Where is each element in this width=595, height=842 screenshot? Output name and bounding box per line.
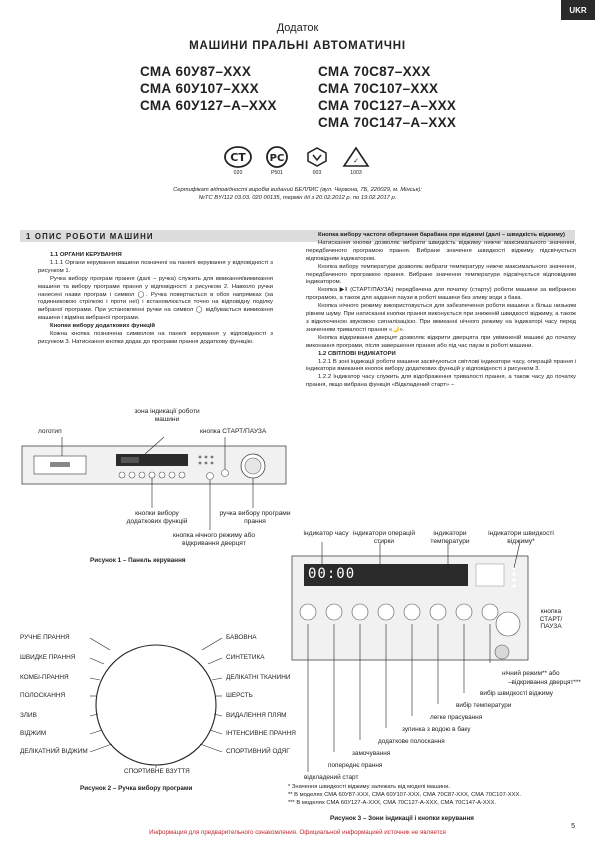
program-label: ЗЛИВ [20,712,37,719]
figure-1 [20,380,291,560]
label-start-pause: кнопка СТАРТ/ ПАУЗА [539,608,563,630]
figure-1-caption: Рисунок 1 – Панель керування [90,557,186,564]
note: *** В моделях СМА 60У127-А-XXX, СМА 70С127-А-XXX, СМА 70С147-А-XXX. [288,799,497,806]
paragraph: 1.1.1 Органи керування машини позначені на панелі керування у відповідності з рисунком 1. [38,259,273,274]
label-time-indicator: індикатор часу [303,530,349,537]
label-program-knob: ручка вибору програми прання [219,510,291,525]
label-soak: замочування [352,750,391,757]
subsection-heading: Кнопки вибору додаткових функцій [50,323,155,330]
label-indication-zone: зона індикації роботи машини [134,408,200,423]
label-night-mode: кнопка нічного режиму або відкривання дверцят [172,532,256,547]
label-additional-buttons: кнопки вибору додаткових функцій [126,510,188,525]
program-label: ПОЛОСКАННЯ [20,692,66,699]
paragraph: Кнопка нічного режиму використовується для забезпечення роботи машини з більш низьким рівнем шуму. При натисканні кнопки прання виконується при зниженій швидкості віджиму, а також з відключеною звуковою сигналізацією. При вмиканні нічного режиму на індикаторі часу перед значенням тривалості прання «🌙». [306,303,576,333]
paragraph: 1.2.2 Індикатор часу служить для відображення тривалості прання, а також часу до початку прання, якщо вибрана функція «Відкладений старт» – [306,374,576,389]
program-label: СПОРТИВНИЙ ОДЯГ [226,748,290,755]
cert-text [0,187,595,203]
label-start-pause: кнопка СТАРТ/ПАУЗА [200,428,267,435]
cert-code: 003 [312,170,322,176]
label-operation-indicators: індикатори операцій стирки [352,530,416,545]
program-label: СИНТЕТИКА [226,654,265,661]
label-spin-select: вибір швидкості віджиму [480,690,553,697]
models-left [140,63,277,114]
program-knob-drawing [20,620,292,780]
cert-mark-triangle-icon [342,146,370,173]
figure-2 [20,620,296,780]
cert-mark-st-icon [224,146,252,173]
figure-3-notes [288,784,578,807]
model-name: СМА 60У127–А–XXX [140,98,277,113]
model-name: СМА 70С87–XXX [318,64,431,79]
paragraph: Кнопка ▶‖ (СТАРТ/ПАУЗА) передбачена для початку (старту) роботи машини за вибраною програмою, а також для задання паузи в роботі машини без зливу води з бака. [306,287,576,302]
paragraph: 1.2.1 В зоні індикації роботи машини засвічуються світлові індикатори часу, операцій прання і індикатори вмикання кнопок вибору додаткових функцій у відповідності з рисунком 3. [306,358,576,373]
model-name: СМА 70С127–А–XXX [318,98,457,113]
program-label: ДЕЛІКАТНИЙ ВІДЖИМ [20,748,88,755]
page-number: 5 [571,823,575,830]
svg-text:✓: ✓ [353,157,359,165]
label-rinse-hold: зупинка з водою в баку [402,726,471,733]
note: ** В моделях СМА 60У87-XXX, СМА 60У107-XXX, СМА 70С87-XXX, СМА 70С107-XXX. [288,791,521,798]
cert-mark-ua-icon [304,146,330,173]
program-label: БАВОВНА [226,634,257,641]
label-temperature-select: вибір температури [456,702,512,709]
paragraph: Кнопка вибору температури дозволяє вибрати температуру нижче максимального значення, передбаченого програмою прання. Вибране значення температури підсвічується відповідним індикатором. [306,263,576,286]
cert-marks [222,146,374,180]
label-door-open: –відкривання дверцят*** [508,679,581,686]
label-night-mode: нічний режим** або [502,670,560,677]
left-column [38,252,273,347]
paragraph: Кнопка вибору частоти обертання барабана при віджимі (далі – швидкість віджиму) [318,232,565,238]
cert-mark-pct-icon [264,146,290,173]
time-display: 00:00 [308,566,356,582]
section-title: 1 ОПИС РОБОТИ МАШИНИ [26,232,154,241]
model-name: СМА 60У87–XXX [140,64,252,79]
program-label: ІНТЕНСИВНЕ ПРАННЯ [226,730,296,737]
paragraph: Ручка вибору програм прання (далі – ручка) служить для вмикання/вимикання машини та вибору програми прання у відповідності з рисунком 2. Навколо ручки нанесені назви програм і символ ◯. Ручка повертається в обох напрямках (за годинниковою стрілкою і проти неї) і встановлюється точно на відповідну поділку вибраної програми. При установленні ручки на символ ◯ відбувається вимикання машини і відміна вибраної програми. [38,275,273,322]
appendix-title: Додаток [276,22,319,34]
label-temperature-indicators: індикатори температури [430,530,470,545]
figure-3-caption: Рисунок 3 – Зони індикації і кнопки керування [330,815,474,822]
label-logo: логотип [38,428,62,435]
program-label: КОМБІ-ПРАННЯ [20,674,69,681]
paragraph: Кожна кнопка позначена символом на панелі керування у відповідності з рисунком 3. Натискання кнопки додає до програми прання додаткову функцію. [38,331,273,345]
svg-text:РС: РС [269,153,285,164]
label-delayed-start: відкладений старт [304,774,359,781]
program-label: ВИДАЛЕННЯ ПЛЯМ [226,712,287,719]
program-label: ШВИДКЕ ПРАННЯ [20,654,76,661]
cert-code: 020 [233,170,243,176]
model-name: СМА 70С147–А–XXX [318,115,457,130]
cert-code: Р501 [270,170,284,176]
model-name: СМА 70С107–XXX [318,81,439,96]
program-label: СПОРТИВНЕ ВЗУТТЯ [124,768,190,775]
right-column [306,232,576,390]
subsection-heading: 1.2 СВІТЛОВІ ІНДИКАТОРИ [318,350,396,357]
document-subtitle: МАШИНИ ПРАЛЬНІ АВТОМАТИЧНІ [189,40,406,52]
figure-3 [284,528,584,828]
label-easy-iron: легке прасування [430,714,483,721]
cert-text-line: Сертифікат відповідності виробів виданий БЕЛЛИС (вул. Червона, 7Б, 220029, м. Мінськ): [173,187,422,193]
label-spin-indicators: індикатори швидкості віджиму* [488,530,554,545]
label-extra-rinse: додаткове полоскання [378,738,445,745]
cert-code: 1003 [350,170,362,176]
disclaimer-footer: Информация для предварительного ознакомления. Официальной информацией источник не является [149,829,446,836]
figure-2-caption: Рисунок 2 – Ручка вибору програми [80,785,193,792]
cert-text-line: №TC BY/112 03.03. 020 00135, термін дії з 20.02.2012 р. по 19.02.2017 р. [198,194,397,201]
paragraph: Кнопка відкривання дверцят дозволяє відкрити дверцята при увімкненій машині до початку виконання програми, після завершення прання або під час паузи в роботі машини. [306,334,576,349]
svg-text:СТ: СТ [230,151,246,164]
paragraph: Натискання кнопки дозволяє вибрати швидкість віджиму нижче максимального значення, передбаченого програмою прання. Вибране значення швидкості віджиму підсвічується відповідним індикатором. [306,239,576,262]
note: * Значення швидкості віджиму залежать від моделі машини. [288,784,451,790]
program-label: ШЕРСТЬ [226,692,253,699]
program-label: РУЧНЕ ПРАННЯ [20,634,70,641]
model-name: СМА 60У107–XXX [140,81,259,96]
subsection-heading: 1.1 ОРГАНИ КЕРУВАННЯ [50,252,122,258]
label-prewash: попереднє прання [328,762,383,769]
program-label: ВІДЖИМ [20,730,47,737]
models-right [318,63,456,131]
language-tab: UKR [561,0,595,20]
control-panel-drawing [20,380,288,530]
program-label: ДЕЛІКАТНІ ТКАНИНИ [226,674,291,681]
